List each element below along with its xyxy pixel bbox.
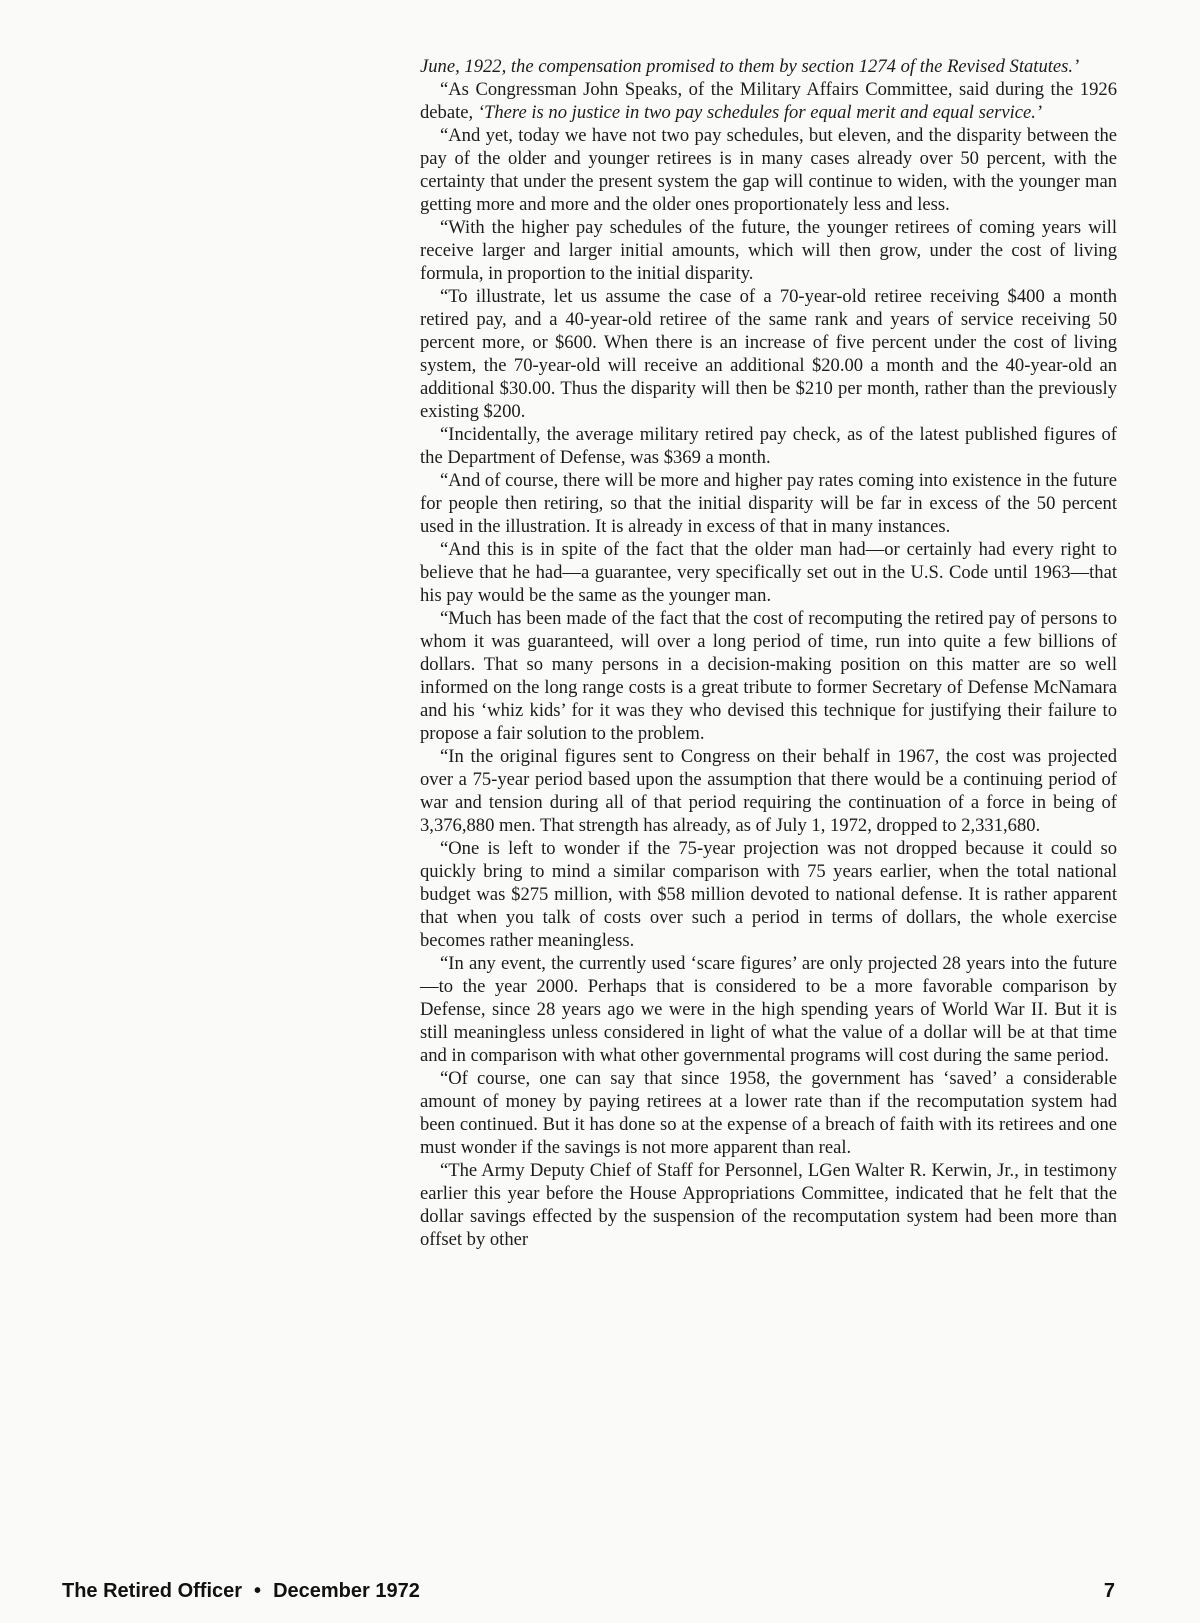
article-column (420, 55, 1117, 1251)
article-paragraph: “With the higher pay schedules of the future, the younger retirees of coming years will receive larger and larger initial amounts, which will then grow, under the cost of living formula, in proportion to the initial disparity. (420, 217, 1117, 284)
article-paragraph: June, 1922, the compensation promised to them by section 1274 of the Revised Statutes.’ (420, 56, 1080, 77)
bullet-separator: • (254, 1580, 262, 1602)
article-paragraph: “Much has been made of the fact that the cost of recomputing the retired pay of persons to whom it was guaranteed, will over a long period of time, run into quite a few billions of dollars. That so many persons in a decision-making position on this matter are so well informed on the long range costs is a great tribute to former Secretary of Defense McNamara and his ‘whiz kids’ for it was they who devised this technique for justifying their failure to propose a fair solution to the problem. (420, 608, 1117, 744)
footer-credit (62, 1580, 420, 1603)
page-number: 7 (1103, 1580, 1115, 1602)
article-paragraph: “To illustrate, let us assume the case of a 70-year-old retiree receiving $400 a month retired pay, and a 40-year-old retiree of the same rank and years of service receiving 50 percent more, or $600. When there is an increase of five percent under the cost of living system, the 70-year-old will receive an additional $20.00 a month and the 40-year-old an additional $30.00. Thus the disparity will then be $210 per month, rather than the previously existing $200. (420, 286, 1117, 422)
article-paragraph: “In the original figures sent to Congress on their behalf in 1967, the cost was projected over a 75-year period based upon the assumption that there would be a continuing period of war and tension during all of that period requiring the continuation of a force in being of 3,376,880 men. That strength has already, as of July 1, 1972, dropped to 2,331,680. (420, 746, 1117, 836)
article-paragraph: “The Army Deputy Chief of Staff for Personnel, LGen Walter R. Kerwin, Jr., in testimony earlier this year before the House Appropriations Committee, indicated that he felt that the dollar savings effected by the suspension of the recomputation system had been more than offset by other (420, 1160, 1117, 1250)
paragraph-text: “As Congressman John Speaks, of the Military Affairs Committee, said during the 1926 debate, (420, 79, 1117, 123)
article-paragraph: “Incidentally, the average military retired pay check, as of the latest published figures of the Department of Defense, was $369 a month. (420, 424, 1117, 468)
article-paragraph: “And this is in spite of the fact that the older man had—or certainly had every right to believe that he had—a guarantee, very specifically set out in the U.S. Code until 1963—that his pay would be the same as the younger man. (420, 539, 1117, 606)
page-footer (62, 1580, 1115, 1612)
article-paragraph (420, 78, 1117, 124)
article-paragraph: “And yet, today we have not two pay schedules, but eleven, and the disparity between the pay of the older and younger retirees is in many cases already over 50 percent, with the certainty that under the present system the gap will continue to widen, with the younger man getting more and more and the older ones proportionately less and less. (420, 125, 1117, 215)
article-paragraph: “One is left to wonder if the 75-year projection was not dropped because it could so quickly bring to mind a similar comparison with 75 years earlier, when the total national budget was $275 million, with $58 million devoted to national defense. It is rather apparent that when you talk of costs over such a period in terms of dollars, the whole exercise becomes rather meaningless. (420, 838, 1117, 951)
publication-name: The Retired Officer (62, 1580, 243, 1602)
article-paragraph: “Of course, one can say that since 1958, the government has ‘saved’ a considerable amount of money by paying retirees at a lower rate than if the recomputation system had been continued. But it has done so at the expense of a breach of faith with its retirees and one must wonder if the savings is not more apparent than real. (420, 1068, 1117, 1158)
issue-date: December 1972 (273, 1580, 420, 1602)
article-paragraph: “In any event, the currently used ‘scare figures’ are only projected 28 years into the future—to the year 2000. Perhaps that is considered to be a more favorable comparison by Defense, since 28 years ago we were in the high spending years of World War II. But it is still meaningless unless considered in light of what the value of a dollar will be at that time and in comparison with what other governmental programs will cost during the same period. (420, 953, 1117, 1066)
quotation-italic: ‘There is no justice in two pay schedules for equal merit and equal service.’ (477, 102, 1043, 123)
article-paragraph: “And of course, there will be more and higher pay rates coming into existence in the future for people then retiring, so that the initial disparity will be far in excess of the 50 percent used in the illustration. It is already in excess of that in many instances. (420, 470, 1117, 537)
